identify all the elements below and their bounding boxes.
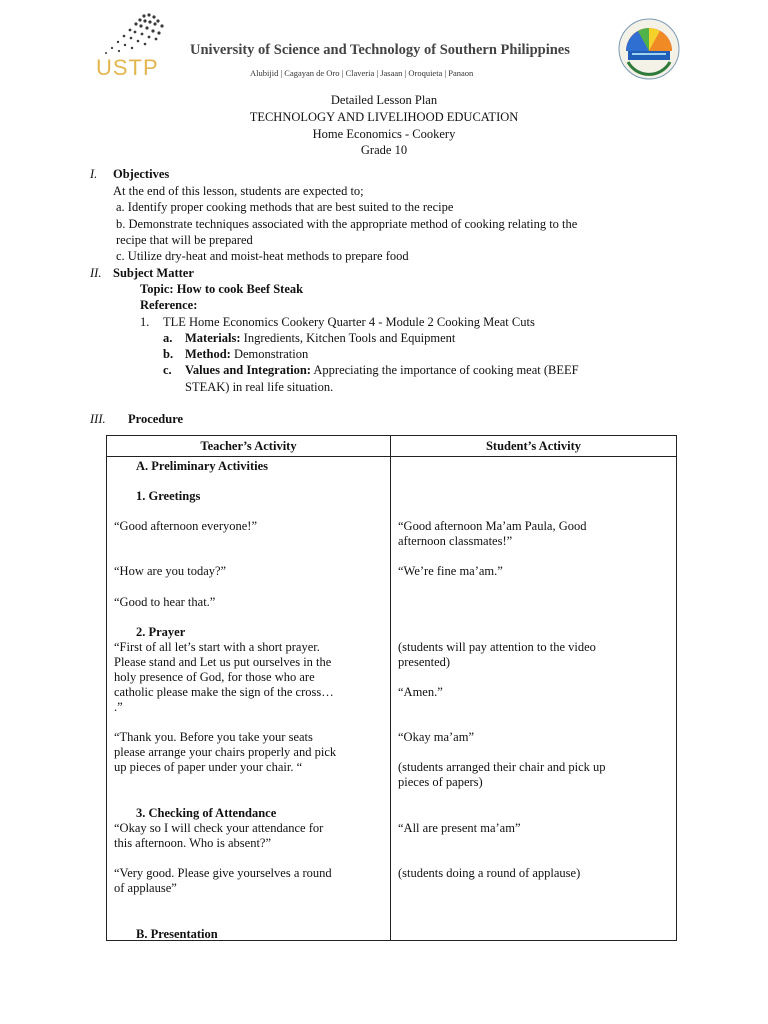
student-arrange-line2: pieces of papers) bbox=[398, 775, 483, 789]
teacher-prayer-line3: holy presence of God, for those who are bbox=[114, 670, 315, 684]
university-name: University of Science and Technology of Southern Philippines bbox=[190, 42, 570, 58]
student-column-header: Student’s Activity bbox=[391, 436, 677, 457]
student-video-line1: (students will pay attention to the video bbox=[398, 640, 596, 654]
section-numeral-1: I. bbox=[90, 167, 98, 181]
student-video-line2: presented) bbox=[398, 655, 451, 669]
student-activity-cell bbox=[391, 457, 677, 941]
teacher-prayer-line4: catholic please make the sign of the cross… bbox=[114, 685, 334, 699]
materials-line bbox=[185, 331, 455, 346]
grade-title: Grade 10 bbox=[360, 143, 408, 157]
teacher-seats-line2: please arrange your chairs properly and pick bbox=[114, 745, 337, 759]
teacher-seats-line1: “Thank you. Before you take your seats bbox=[114, 730, 313, 744]
method-key: Method: bbox=[185, 347, 231, 361]
course-title: Home Economics - Cookery bbox=[312, 127, 456, 141]
materials-label-letter: a. bbox=[163, 331, 173, 345]
teacher-prayer-line5: .” bbox=[114, 700, 123, 714]
student-greeting-line2: afternoon classmates!” bbox=[398, 534, 513, 548]
values-key: Values and Integration: bbox=[185, 363, 311, 377]
ustp-logo-text: USTP bbox=[96, 55, 159, 80]
reference-label: Reference: bbox=[140, 298, 198, 312]
teacher-good-to-hear: “Good to hear that.” bbox=[114, 595, 216, 609]
student-okay: “Okay ma’am” bbox=[398, 730, 475, 744]
teacher-greeting: “Good afternoon everyone!” bbox=[114, 519, 257, 533]
student-all-present: “All are present ma’am” bbox=[398, 821, 521, 835]
method-value: Demonstration bbox=[233, 347, 309, 361]
values-label-letter: c. bbox=[163, 363, 172, 377]
table-row bbox=[107, 457, 677, 941]
section-numeral-2: II. bbox=[90, 266, 102, 280]
student-applause: (students doing a round of applause) bbox=[398, 866, 581, 880]
method-label-letter: b. bbox=[163, 347, 174, 361]
student-amen: “Amen.” bbox=[398, 685, 443, 699]
objectives-heading: Objectives bbox=[113, 167, 170, 181]
student-fine: “We’re fine ma’am.” bbox=[398, 564, 503, 578]
objective-c: c. Utilize dry-heat and moist-heat methods to prepare food bbox=[116, 249, 409, 263]
prayer-heading: 2. Prayer bbox=[136, 625, 186, 639]
presentation-heading: B. Presentation bbox=[136, 927, 218, 941]
topic: Topic: How to cook Beef Steak bbox=[140, 282, 304, 296]
subject-heading: Subject Matter bbox=[113, 266, 194, 280]
student-greeting-line1: “Good afternoon Ma’am Paula, Good bbox=[398, 519, 587, 533]
teacher-attendance-line2: this afternoon. Who is absent?” bbox=[114, 836, 272, 850]
teacher-prayer-line1: “First of all let’s start with a short prayer. bbox=[114, 640, 320, 654]
teacher-attendance-line1: “Okay so I will check your attendance for bbox=[114, 821, 324, 835]
university-seal-icon bbox=[618, 18, 680, 80]
teacher-prayer-line2: Please stand and Let us put ourselves in the bbox=[114, 655, 332, 669]
greetings-heading: 1. Greetings bbox=[136, 489, 201, 503]
student-arrange-line1: (students arranged their chair and pick up bbox=[398, 760, 606, 774]
teacher-applause-line2: of applause” bbox=[114, 881, 177, 895]
values-value-2: STEAK) in real life situation. bbox=[185, 380, 334, 394]
materials-key: Materials: bbox=[185, 331, 241, 345]
objective-a: a. Identify proper cooking methods that are best suited to the recipe bbox=[116, 200, 454, 214]
objective-b-line2: recipe that will be prepared bbox=[116, 233, 253, 247]
teacher-how-are-you: “How are you today?” bbox=[114, 564, 227, 578]
objectives-intro: At the end of this lesson, students are expected to; bbox=[113, 184, 364, 198]
subject-title: TECHNOLOGY AND LIVELIHOOD EDUCATION bbox=[249, 110, 519, 124]
section-numeral-3: III. bbox=[90, 412, 106, 426]
procedure-heading: Procedure bbox=[128, 412, 184, 426]
table-header-row bbox=[107, 436, 677, 457]
teacher-column-header: Teacher’s Activity bbox=[107, 436, 391, 457]
procedure-table bbox=[106, 435, 677, 941]
teacher-seats-line3: up pieces of paper under your chair. “ bbox=[114, 760, 303, 774]
campus-list: Alubijid | Cagayan de Oro | Claveria | Jasaan | Oroquieta | Panaon bbox=[250, 68, 474, 78]
reference-1-number: 1. bbox=[140, 315, 150, 329]
preliminary-activities-heading: A. Preliminary Activities bbox=[136, 459, 269, 473]
objective-b-line1: b. Demonstrate techniques associated with the appropriate method of cooking relating to the bbox=[116, 217, 578, 231]
materials-value: Ingredients, Kitchen Tools and Equipment bbox=[243, 331, 456, 345]
reference-1: TLE Home Economics Cookery Quarter 4 - Module 2 Cooking Meat Cuts bbox=[163, 315, 535, 329]
values-line bbox=[185, 363, 579, 378]
teacher-activity-cell bbox=[107, 457, 391, 941]
values-value-1: Appreciating the importance of cooking meat (BEEF bbox=[313, 363, 579, 377]
attendance-heading: 3. Checking of Attendance bbox=[136, 806, 277, 820]
method-line bbox=[185, 347, 308, 362]
doc-title: Detailed Lesson Plan bbox=[330, 93, 438, 107]
teacher-applause-line1: “Very good. Please give yourselves a round bbox=[114, 866, 332, 880]
